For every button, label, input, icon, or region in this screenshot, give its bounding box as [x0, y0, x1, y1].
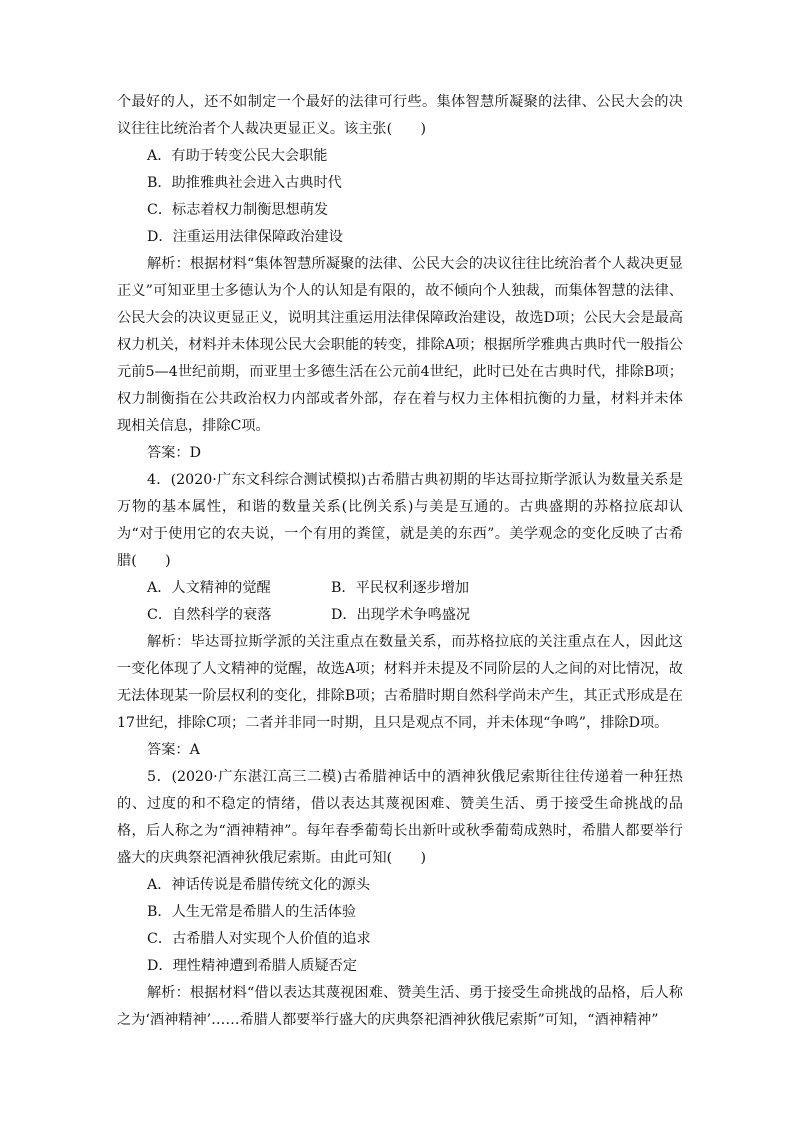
page-content [117, 89, 683, 1034]
question-5-option-b: B．人生无常是希腊人的生活体验 [147, 904, 357, 920]
question-3-option-d: D．注重运用法律保障政治建设 [147, 229, 343, 245]
question-4-answer: 答案：A [147, 742, 200, 758]
question-4-option-b: B．平民权利逐步增加 [331, 580, 470, 596]
question-5-analysis: 解析：根据材料“借以表达其蔑视困难、赞美生活、勇于接受生命挑战的品格，后人称之为‘酒神精神’……希腊人都要举行盛大的庆典祭祀酒神狄俄尼索斯”可知，“酒神精神” [117, 985, 683, 1028]
question-3-option-b: B．助推雅典社会进入古典时代 [147, 175, 342, 191]
question-4-analysis: 解析：毕达哥拉斯学派的关注重点在数量关系，而苏格拉底的关注重点在人，因此这一变化体现了人文精神的觉醒，故选A项；材料并未提及不同阶层的人之间的对比情况，故无法体现某一阶层权利的变化，排除B项；古希腊时期自然科学尚未产生，其正式形成是在17世纪，排除C项；二者并非同一时期，且只是观点不同，并未体现“争鸣”，排除D项。 [117, 634, 683, 731]
question-4-stem: 4．(2020·广东文科综合测试模拟)古希腊古典初期的毕达哥拉斯学派认为数量关系是万物的基本属性，和谐的数量关系(比例关系)与美是互通的。古典盛期的苏格拉底却认为“对于使用它的农夫说，一个有用的粪筐，就是美的东西”。美学观念的变化反映了古希腊( ) [117, 472, 683, 569]
question-3-option-a: A．有助于转变公民大会职能 [147, 148, 328, 164]
question-5-option-d: D．理性精神遭到希腊人质疑否定 [147, 958, 358, 974]
question-3-option-c: C．标志着权力制衡思想萌发 [147, 202, 329, 218]
question-4-option-c: C．自然科学的衰落 [147, 607, 272, 623]
question-3-stem-tail: 个最好的人，还不如制定一个最好的法律可行些。集体智慧所凝聚的法律、公民大会的决议往往比统治者个人裁决更显正义。该主张( ) [117, 94, 683, 137]
question-3-answer: 答案：D [147, 445, 201, 461]
question-3-analysis: 解析：根据材料“集体智慧所凝聚的法律、公民大会的决议往往比统治者个人裁决更显正义”可知亚里士多德认为个人的认知是有限的，故不倾向个人独裁，而集体智慧的法律、公民大会的决议更显正义，说明其注重运用法律保障政治建设，故选D项；公民大会是最高权力机关，材料并未体现公民大会职能的转变，排除A项；根据所学雅典古典时代一般指公元前5—4世纪前期，而亚里士多德生活在公元前4世纪，此时已处在古典时代，排除B项；权力制衡指在公共政治权力内部或者外部，存在着与权力主体相抗衡的力量，材料并未体现相关信息，排除C项。 [117, 256, 683, 434]
question-4-option-a: A．人文精神的觉醒 [147, 580, 271, 596]
question-4-option-d: D．出现学术争鸣盛况 [331, 607, 471, 623]
question-4-options-row-1 [147, 575, 683, 602]
question-5-option-a: A．神话传说是希腊传统文化的源头 [147, 877, 371, 893]
question-5-option-c: C．古希腊人对实现个人价值的追求 [147, 931, 371, 947]
question-4-options-row-2 [147, 602, 683, 629]
question-5-stem: 5．(2020·广东湛江高三二模)古希腊神话中的酒神狄俄尼索斯往往传递着一种狂热的、过度的和不稳定的情绪，借以表达其蔑视困难、赞美生活、勇于接受生命挑战的品格，后人称之为“酒神精神”。每年春季葡萄长出新叶或秋季葡萄成熟时，希腊人都要举行盛大的庆典祭祀酒神狄俄尼索斯。由此可知( ) [117, 769, 683, 866]
